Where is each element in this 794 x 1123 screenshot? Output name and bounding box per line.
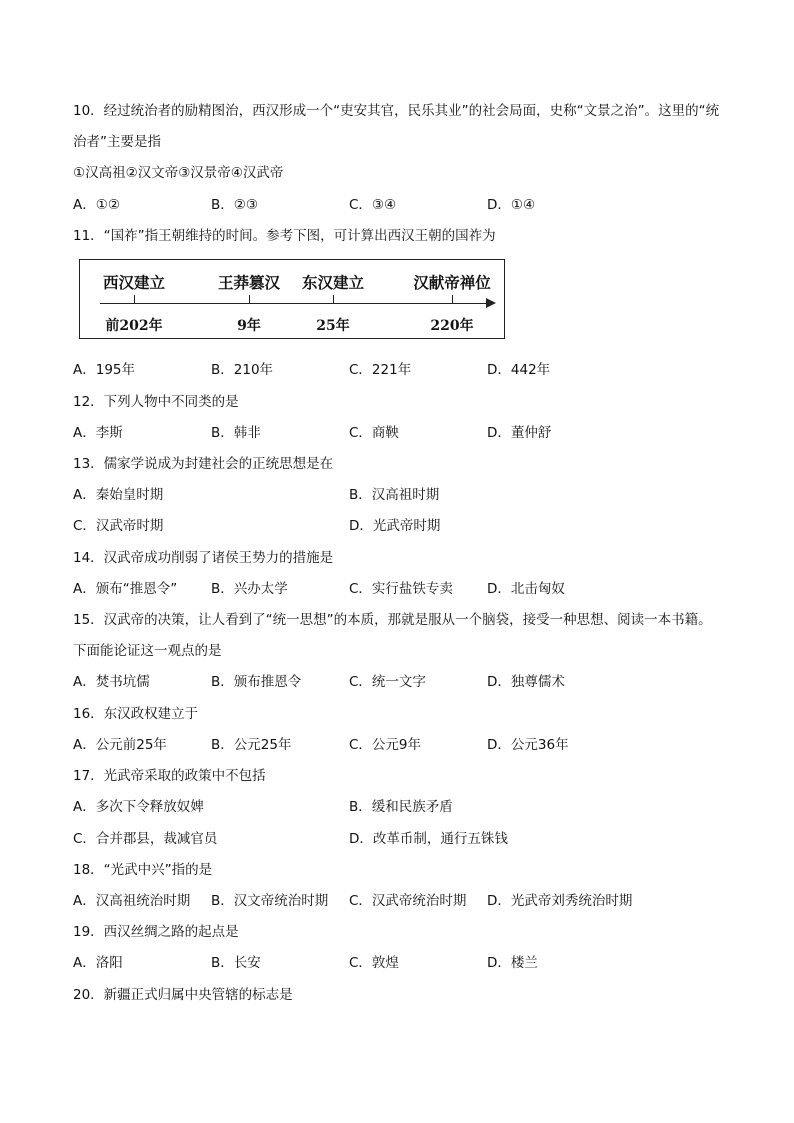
q13-option-b: B．汉高祖时期 [349, 487, 440, 503]
timeline-tick [249, 295, 250, 304]
q11-stem: 11．“国祚”指王朝维持的时间。参考下图，可计算出西汉王朝的国祚为 [73, 228, 496, 244]
q11-option-d: D．442年 [487, 362, 551, 378]
timeline-event-year: 9年 [237, 318, 261, 334]
q11-option-c: C．221年 [349, 362, 412, 378]
q10-option-d: D．①④ [487, 197, 536, 213]
timeline-event-label: 西汉建立 [102, 273, 166, 292]
q15-option-a: A．焚书坑儒 [73, 674, 150, 690]
timeline-tick [134, 295, 135, 304]
q17-option-c: C．合并郡县，裁减官员 [73, 831, 218, 847]
timeline-tick [333, 295, 334, 304]
q16-option-c: C．公元9年 [349, 737, 422, 753]
q18-option-b: B．汉文帝统治时期 [211, 893, 329, 909]
q16-stem: 16．东汉政权建立于 [73, 706, 199, 722]
q14-option-c: C．实行盐铁专卖 [349, 581, 453, 597]
q16-option-d: D．公元36年 [487, 737, 569, 753]
q17-option-a: A．多次下令释放奴婢 [73, 799, 204, 815]
q18-option-d: D．光武帝刘秀统治时期 [487, 893, 633, 909]
q17-option-d: D．改革币制，通行五铢钱 [349, 831, 508, 847]
timeline-event-label: 王莽篡汉 [217, 273, 281, 292]
q10-option-a: A．①② [73, 197, 120, 213]
q20-stem: 20．新疆正式归属中央管辖的标志是 [73, 987, 293, 1003]
q10-stem-line2: 治者”主要是指 [73, 134, 161, 150]
q18-option-c: C．汉武帝统治时期 [349, 893, 467, 909]
timeline-tick [452, 295, 453, 304]
q12-option-b: B．韩非 [211, 425, 261, 441]
q18-option-a: A．汉高祖统治时期 [73, 893, 191, 909]
q10-option-c: C．③④ [349, 197, 397, 213]
q13-stem: 13．儒家学说成为封建社会的正统思想是在 [73, 456, 334, 472]
q19-option-c: C．敦煌 [349, 955, 399, 971]
timeline-axis [100, 303, 490, 304]
q14-option-d: D．北击匈奴 [487, 581, 565, 597]
q19-option-b: B．长安 [211, 955, 261, 971]
q12-option-a: A．李斯 [73, 425, 123, 441]
timeline-event-label: 东汉建立 [301, 273, 365, 292]
q14-option-a: A．颁布“推恩令” [73, 581, 178, 597]
q12-option-c: C．商鞅 [349, 425, 399, 441]
q16-option-b: B．公元25年 [211, 737, 292, 753]
q15-option-c: C．统一文字 [349, 674, 426, 690]
q19-option-d: D．楼兰 [487, 955, 538, 971]
q13-option-a: A．秦始皇时期 [73, 487, 164, 503]
q10-option-b: B．②③ [211, 197, 258, 213]
q14-stem: 14．汉武帝成功削弱了诸侯王势力的措施是 [73, 550, 334, 566]
q14-option-b: B．兴办太学 [211, 581, 288, 597]
q10-items: ①汉高祖②汉文帝③汉景帝④汉武帝 [73, 165, 284, 181]
q13-option-d: D．光武帝时期 [349, 518, 441, 534]
timeline-arrow-icon [486, 298, 496, 308]
q15-option-d: D．独尊儒术 [487, 674, 565, 690]
q15-option-b: B．颁布推恩令 [211, 674, 302, 690]
q12-stem: 12．下列人物中不同类的是 [73, 394, 239, 410]
q17-stem: 17．光武帝采取的政策中不包括 [73, 768, 266, 784]
q17-option-b: B．缓和民族矛盾 [349, 799, 453, 815]
q11-option-a: A．195年 [73, 362, 136, 378]
timeline-event-year: 220年 [430, 318, 474, 334]
q15-stem-line1: 15．汉武帝的决策，让人看到了“统一思想”的本质，那就是服从一个脑袋，接受一种思想、阅读一本书籍。 [73, 612, 712, 628]
timeline-figure [79, 259, 505, 339]
q19-stem: 19．西汉丝绸之路的起点是 [73, 924, 239, 940]
q18-stem: 18．“光武中兴”指的是 [73, 862, 213, 878]
q13-option-c: C．汉武帝时期 [73, 518, 164, 534]
q16-option-a: A．公元前25年 [73, 737, 167, 753]
timeline-event-year: 25年 [316, 318, 350, 334]
q19-option-a: A．洛阳 [73, 955, 123, 971]
q10-stem-line1: 10．经过统治者的励精图治，西汉形成一个“吏安其官，民乐其业”的社会局面，史称“文景之治”。这里的“统 [73, 103, 720, 119]
q12-option-d: D．董仲舒 [487, 425, 552, 441]
q11-option-b: B．210年 [211, 362, 274, 378]
timeline-event-year: 前202年 [105, 318, 163, 334]
timeline-event-label: 汉献帝禅位 [413, 273, 491, 292]
q15-stem-line2: 下面能论证这一观点的是 [73, 643, 222, 659]
